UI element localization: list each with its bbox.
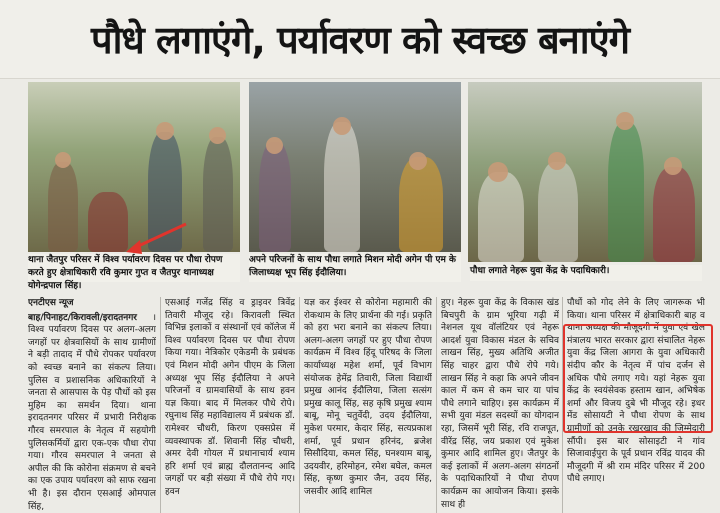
column-divider bbox=[299, 297, 300, 513]
article-column-1 bbox=[28, 297, 156, 513]
caption-photo-1: थाना जैतपुर परिसर में विश्व पर्यावरण दिवस पर पौधा रोपण करते हुए क्षेत्राधिकारी रवि कुमार गुप्त व जैतपुर थानाध्यक्ष योगेन्द्रपाल सिंह। bbox=[28, 254, 240, 282]
article-column-2 bbox=[165, 297, 295, 513]
column-4-text: हुए। नेहरू युवा केंद्र के विकास खंड बिचपुरी के ग्राम भूरिया गढ़ी में नेशनल यूथ वॉलंटियर एवं नेहरू आदर्श युवा विकास मंडल के सचिव लाखन सिंह, मुख्य अतिथि अजीत सिंह चाहर द्वारा पौधे रोपे गये। लाखन सिंह ने कहा कि अपने जीवन काल में कम से कम चार या पांच पौधे लगाने चाहिए। इस कार्यक्रम में सभी युवा मंडल सदस्यों का योगदान रहा, जिसमें भूरी सिंह, रवि राजपूत, वीरेंद्र सिंह, जय प्रकाश एवं मुकेश कुमार आदि शामिल हुए। जैतपुर के कई इलाकों में अलग-अलग संगठनों के पदाधिकारियों ने पौधा रोपण कार्यक्रम का आयोजन किया। इसके साथ ही bbox=[441, 298, 559, 510]
article-column-4 bbox=[441, 297, 559, 513]
column-divider bbox=[436, 297, 437, 513]
dateline: बाह/पिनाहट/किरावली/इरादतनगर bbox=[28, 312, 137, 323]
caption-photo-3: पौधा लगाते नेहरू युवा केंद्र के पदाधिकारी। bbox=[470, 265, 702, 281]
headline: पौधे लगाएंगे, पर्यावरण को स्वच्छ बनाएंगे bbox=[0, 0, 720, 79]
column-5-text: पौधों को गोद लेने के लिए जागरूक भी किया। थाना परिसर में क्षेत्राधिकारी बाह व थाना अध्यक्ष की मौजूदगी में युवा एवं खेल मंत्रालय भारत सरकार द्वारा संचालित नेहरू युवा केंद्र जिला आगरा के युवा अधिकारी संदीप कौर के नेतृत्व में पांच दर्जन से अधिक पौधे लगाए गये। यहां नेहरू युवा केंद्र के स्वयंसेवक हस्ताम खान, अभिषेक शर्मा और विजय दुबे भी मौजूद रहे। इधर मेंड सोसायटी ने पौधा रोपण के साथ ग्रामीणों को उनके रखरखाव की जिम्मेदारी सौंपी। इस बार सोसाइटी ने गांव सिजावाईपुरा के पूर्व प्रधान रविंद्र यादव की मौजूदगी में श्री राम मंदिर परिसर में 200 पौधे लगाए। bbox=[567, 298, 705, 485]
column-1-text: । विश्व पर्यावरण दिवस पर अलग-अलग जगहों पर क्षेत्रवासियों के साथ ग्रामीणों ने बड़ी तादाद में पौधे रोपकर पर्यावरण को स्वच्छ बनाने का संकल्प लिया। पुलिस व प्रशासनिक अधिकारियों ने जनता से आसपास के पेड़ पौधों को इस मुहिम का समर्थन दिया। थाना इरादतनगर परिसर में प्रभारी निरीक्षक गौरव समरपाल के नेतृत्व में सहयोगी पुलिसकर्मियों द्वारा एक-एक पौधा रोपा गया। गौरव समरपाल ने जनता से अपील की कि कोरोना संक्रमण से बचने का एक उपाय पर्यावरण को साफ रखना भी है। इस दौरान एसआई ओमपाल सिंह, bbox=[28, 312, 156, 512]
caption-photo-2: अपने परिजनों के साथ पौधा लगाते मिशन मोदी अगेन पी एम के जिलाध्यक्ष भूप सिंह ईदौलिया। bbox=[249, 254, 461, 282]
article-column-3 bbox=[304, 297, 432, 513]
column-divider bbox=[160, 297, 161, 513]
red-arrow-icon bbox=[120, 218, 190, 258]
column-3-text: यज्ञ कर ईश्वर से कोरोना महामारी की रोकथाम के लिए प्रार्थना की गई। प्रकृति को हरा भरा बनाने का संकल्प लिया। अलग-अलग जगहों पर हुए पौधा रोपण कार्यक्रम में विश्व हिंदू परिषद के जिला कार्याध्यक्ष महेश शर्मा, पूर्व विभाग संयोजक हेमेंद्र तिवारी, जिला विद्यार्थी प्रमुख आनंद ईदौलिया, जिला सत्संग प्रमुख कालू सिंह, सह कृषि प्रमुख श्याम बाबू, मोनू चतुर्वेदी, उदय ईदौलिया, मुकेश परमार, केदार सिंह, सत्यप्रकाश शर्मा, पूर्व प्रधान हरिनंद, ब्रजेश सिसौदिया, कमल सिंह, घनश्याम बाबू, उदयवीर, हरिमोहन, रमेश बघेल, कमल सिंह, कृष्ण कुमार जैन, उदय सिंह, जसवीर आदि शामिल bbox=[304, 298, 432, 497]
byline: एनटीएस न्यूज bbox=[28, 298, 74, 308]
photo-family-tree-planting bbox=[249, 82, 461, 252]
column-divider bbox=[562, 297, 563, 513]
article-column-5 bbox=[567, 297, 705, 513]
column-2-text: एसआई गजेंद्र सिंह व ड्राइवर त्रिवेंद्र तिवारी मौजूद रहे। किरावली स्थित विभिन्न इलाकों व संस्थानों एवं कॉलेज में विश्व पर्यावरण दिवस पर पौधा रोपण किया गया। नेत्रिकोर एकेडमी के प्रबंधक एवं मिशन मोदी अगेन पीएम के जिला अध्यक्ष भूप सिंह ईदौलिया ने अपने परिजनों व ग्रामवासियों के साथ हवन यज्ञ किया। बाद में मिलकर पौधे रोपे। रघुनाथ सिंह महाविद्यालय में प्रबंधक डॉ. रामेश्वर चौधरी, किरण एक्सप्रेस में व्यवस्थापक डॉ. शिवानी सिंह चौधरी, अमर देवी गोयल में प्रधानाचार्य श्याम हरि शर्मा एवं ब्राह्म दौलतानन्द आदि जगहों पर बड़ी संख्या में पौधे रोपे गए। हवन bbox=[165, 298, 295, 497]
photo-nehru-yuva-kendra bbox=[468, 82, 702, 262]
